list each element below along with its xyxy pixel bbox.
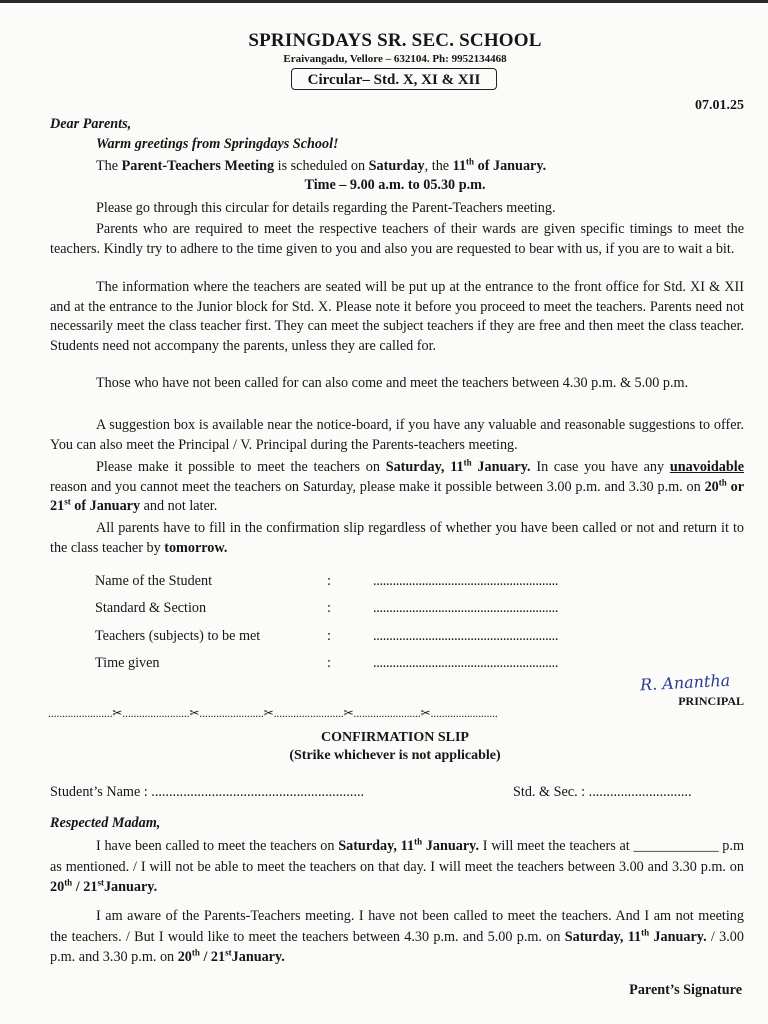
slip-p1-d: 20 (50, 879, 65, 895)
paragraph-4: Those who have not been called for can also come and meet the teachers between 4.30 p.m. & 5.00 p.m. (96, 375, 689, 391)
form-row-teachers (95, 628, 615, 648)
p6-c: In case you have any (530, 459, 670, 475)
meeting-post: , the (424, 158, 453, 174)
p6-f2-sup: st (64, 496, 71, 507)
paragraph-3: The information where the teachers are seated will be put up at the entrance to the front office for Std. XI & XII and at the entrance to the Junior block for Std. X. Please note it before you proceed to meet the teachers. Parents need not necessarily meet the class teacher first. They can meet the subject teachers if they are free and then meet the class teacher. Students need not accompany the parents, unless they are called for. (50, 279, 744, 354)
meeting-mid: is scheduled on (274, 158, 369, 174)
school-name: SPRINGDAYS SR. SEC. SCHOOL (248, 30, 542, 51)
field-blank[interactable]: ......................................................... (373, 573, 559, 589)
principal-handwritten-signature: R. Anantha (639, 670, 731, 695)
meeting-event: Parent-Teachers Meeting (121, 158, 275, 174)
slip-p2-sup: th (641, 926, 650, 937)
slip-p2-a: I am aware of the Parents-Teachers meeting. I have not been called to meet the teachers. And I am not meeting the teachers. / But I would like to meet the teachers between 4.30 p.m. and 5.00 p.m. on (50, 908, 744, 945)
form-row-time-given (95, 655, 615, 675)
paragraph-1: Please go through this circular for details regarding the Parent-Teachers meeting. (96, 200, 556, 216)
field-colon: : (327, 655, 331, 671)
top-border (0, 0, 768, 3)
slip-p1-a: I have been called to meet the teachers on (96, 838, 339, 854)
greeting: Warm greetings from Springdays School! (96, 136, 339, 152)
field-blank[interactable]: ......................................................... (373, 628, 559, 644)
slip-p2-c: / 3.00 p.m. and 3.30 p.m. on (50, 928, 744, 965)
student-name-field[interactable]: Student’s Name : ............................................................ (50, 784, 365, 800)
slip-p2-d-sup2: st (225, 947, 232, 958)
std-sec-field[interactable]: Std. & Sec. : ............................. (513, 784, 692, 800)
slip-p2-d-sup: th (191, 947, 200, 958)
slip-salutation: Respected Madam, (50, 815, 161, 831)
slip-p1-c: I will meet the teachers at ____________ p.m as mentioned. / I will not be able to meet the teachers on that day. I will meet the teachers between 3.00 and 3.30 p.m. on (50, 838, 744, 875)
form-row-standard-section (95, 600, 615, 620)
p6-f1-sup: th (718, 476, 727, 487)
p7-tomorrow: tomorrow. (164, 539, 228, 556)
p6-e: reason and you cannot meet the teachers on Saturday, please make it possible between 3.00 p.m. and 3.30 p.m. on (50, 478, 705, 495)
slip-paragraph-1 (50, 836, 744, 898)
salutation: Dear Parents, (50, 116, 132, 132)
circular-date: 07.01.25 (695, 98, 744, 113)
p6-day: Saturday, 11 (385, 459, 464, 475)
paragraph-2: Parents who are required to meet the respective teachers of their wards are given specific timings to meet the teachers. Kindly try to adhere to the time given to you and also you are requested to bear with us, if you are to wait a bit. (50, 221, 744, 257)
p6-g: and not later. (140, 498, 218, 515)
school-address: Eraivangadu, Vellore – 632104. Ph: 9952134468 (283, 53, 507, 65)
confirmation-slip-subtitle: (Strike whichever is not applicable) (289, 748, 501, 763)
paragraph-6 (50, 458, 744, 517)
p6-month: January. (471, 459, 531, 475)
p6-sup: th (463, 457, 472, 468)
slip-paragraph-2 (50, 906, 744, 968)
field-label: Teachers (subjects) to be met (95, 628, 261, 644)
field-label: Name of the Student (95, 573, 213, 589)
slip-p1-sup: th (414, 836, 423, 847)
meeting-date-num: 11 (452, 158, 467, 174)
slip-p1-d-mid: / 21 (72, 879, 98, 895)
slip-p2-d-mid: / 21 (199, 949, 226, 965)
field-blank[interactable]: ......................................................... (373, 600, 559, 616)
slip-p2-d-end: January. (231, 949, 285, 965)
slip-p2-d: 20 (177, 949, 192, 965)
parent-signature-label: Parent’s Signature (629, 982, 742, 998)
p6-f-end: of January (70, 498, 141, 515)
confirmation-slip-title: CONFIRMATION SLIP (321, 730, 469, 745)
field-blank[interactable]: ......................................................... (373, 655, 559, 671)
slip-p2-month: January. (649, 928, 707, 945)
meeting-date-month: of January. (474, 158, 547, 174)
field-label: Time given (95, 655, 160, 671)
slip-p1-d-sup: th (64, 877, 73, 888)
meeting-date-sup: th (466, 156, 475, 167)
p6-unavoidable: unavoidable (669, 459, 744, 475)
scissor-cut-line: .......................✂........................✂.......................✂.........................✂........................✂........................ (48, 706, 498, 720)
slip-p1-d-sup2: st (97, 877, 104, 888)
field-colon: : (327, 573, 331, 589)
slip-p1-day: Saturday, 11 (338, 838, 415, 854)
field-colon: : (327, 628, 331, 644)
meeting-time: Time – 9.00 a.m. to 05.30 p.m. (304, 177, 486, 193)
paragraph-5: A suggestion box is available near the notice-board, if you have any valuable and reasonable suggestions to offer. You can also meet the Principal / V. Principal during the Parents-teachers meeting. (50, 417, 744, 453)
p6-a: Please make it possible to meet the teachers on (96, 459, 386, 475)
slip-p1-month: January. (422, 838, 480, 854)
paragraph-7 (50, 519, 744, 558)
form-row-student-name (95, 573, 615, 593)
p6-f1: 20 (704, 478, 719, 495)
slip-p1-d-end: January. (103, 879, 158, 895)
meeting-pre: The (96, 158, 122, 174)
circular-label: Circular– Std. X, XI & XII (291, 68, 497, 90)
meeting-line (96, 157, 546, 176)
principal-title: PRINCIPAL (678, 694, 744, 708)
field-colon: : (327, 600, 331, 616)
p6-f-or: or 21 (50, 478, 744, 515)
field-label: Standard & Section (95, 600, 207, 616)
p7-a: All parents have to fill in the confirmation slip regardless of whether you have been called or not and return it to the class teacher by (50, 520, 744, 556)
slip-p2-day: Saturday, 11 (564, 928, 642, 945)
meeting-day: Saturday (368, 158, 425, 174)
